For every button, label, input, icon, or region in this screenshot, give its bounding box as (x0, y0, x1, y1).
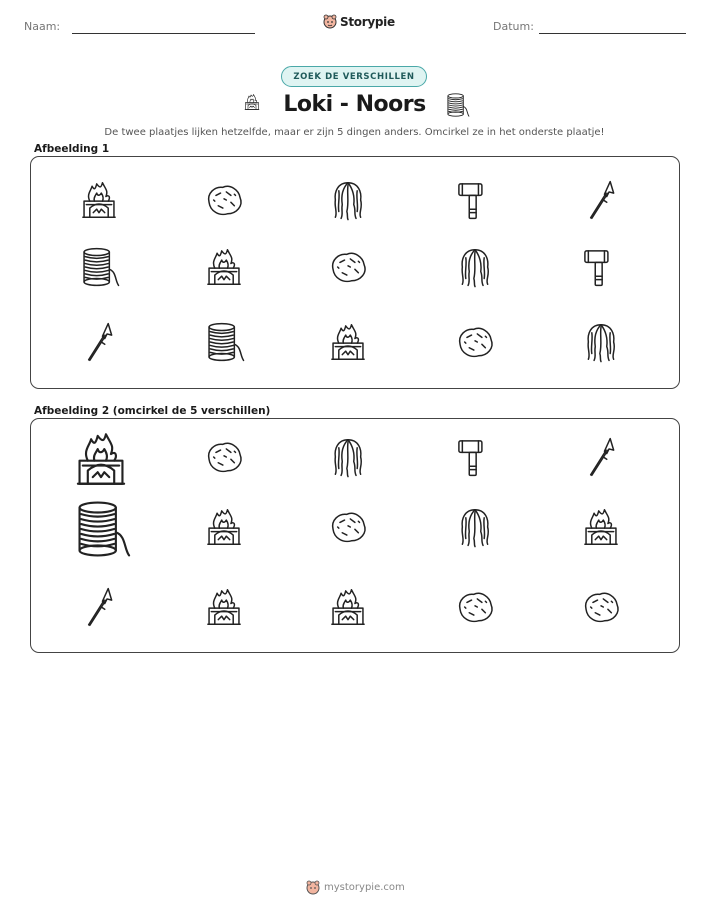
picture-cell[interactable] (578, 504, 624, 554)
title-spool-icon (443, 91, 471, 123)
fire-icon (325, 584, 371, 630)
date-label: Datum: (493, 20, 534, 33)
picture-cell[interactable] (68, 426, 134, 496)
fire-icon (76, 177, 122, 223)
fire-icon (68, 426, 134, 492)
picture-cell (578, 319, 624, 369)
section1-label: Afbeelding 1 (34, 143, 110, 155)
fire-icon (201, 244, 247, 290)
picture-cell (452, 177, 498, 227)
picture-2-panel[interactable] (30, 418, 680, 653)
footer-url[interactable]: mystorypie.com (324, 882, 405, 893)
rock-icon (325, 504, 371, 550)
picture-cell (201, 177, 247, 227)
picture-cell (325, 244, 371, 294)
hair-icon (452, 504, 498, 550)
picture-cell[interactable] (325, 584, 371, 634)
section2-label: Afbeelding 2 (omcirkel de 5 verschillen) (34, 405, 271, 417)
picture-cell[interactable] (325, 504, 371, 554)
hair-icon (452, 244, 498, 290)
date-line[interactable] (539, 33, 686, 34)
storypie-mascot-icon (306, 880, 320, 895)
spool-icon (443, 91, 471, 119)
instructions: De twee plaatjes lijken hetzelfde, maar er zijn 5 dingen anders. Omcirkel ze in het onderste plaatje! (104, 127, 605, 138)
spool-icon (201, 319, 247, 365)
hammer-icon (452, 177, 498, 223)
hammer-icon (578, 244, 624, 290)
rock-icon (452, 584, 498, 630)
picture-cell (578, 177, 624, 227)
picture-cell[interactable] (68, 496, 134, 566)
title-row (0, 90, 709, 124)
brand-logo (323, 14, 395, 29)
picture-cell (325, 319, 371, 369)
picture-cell (325, 177, 371, 227)
brand-name: Storypie (340, 14, 395, 29)
page-title: Loki - Noors (283, 92, 426, 117)
spear-icon (76, 584, 122, 630)
picture-cell[interactable] (452, 434, 498, 484)
picture-cell[interactable] (76, 584, 122, 634)
fire-icon (201, 584, 247, 630)
hair-icon (578, 319, 624, 365)
picture-cell[interactable] (452, 504, 498, 554)
picture-cell (76, 244, 122, 294)
picture-1-panel (30, 156, 680, 389)
picture-cell (76, 319, 122, 369)
spear-icon (76, 319, 122, 365)
picture-cell (201, 244, 247, 294)
hammer-icon (452, 434, 498, 480)
picture-cell[interactable] (325, 434, 371, 484)
spool-icon (76, 244, 122, 290)
picture-cell[interactable] (452, 584, 498, 634)
rock-icon (325, 244, 371, 290)
picture-cell[interactable] (578, 584, 624, 634)
storypie-mascot-icon (323, 14, 337, 29)
picture-cell[interactable] (201, 584, 247, 634)
picture-cell (452, 319, 498, 369)
rock-icon (201, 434, 247, 480)
name-line[interactable] (72, 33, 255, 34)
hair-icon (325, 177, 371, 223)
hair-icon (325, 434, 371, 480)
spear-icon (578, 177, 624, 223)
picture-cell (201, 319, 247, 369)
spool-icon (68, 496, 134, 562)
worksheet-type-badge: ZOEK DE VERSCHILLEN (281, 66, 427, 87)
picture-cell[interactable] (578, 434, 624, 484)
name-label: Naam: (24, 20, 61, 33)
fire-icon (201, 504, 247, 550)
picture-cell[interactable] (201, 434, 247, 484)
spear-icon (578, 434, 624, 480)
fire-icon (325, 319, 371, 365)
picture-cell (76, 177, 122, 227)
rock-icon (578, 584, 624, 630)
picture-cell[interactable] (201, 504, 247, 554)
footer (306, 880, 405, 895)
picture-cell (452, 244, 498, 294)
rock-icon (452, 319, 498, 365)
fire-icon (578, 504, 624, 550)
picture-cell (578, 244, 624, 294)
rock-icon (201, 177, 247, 223)
